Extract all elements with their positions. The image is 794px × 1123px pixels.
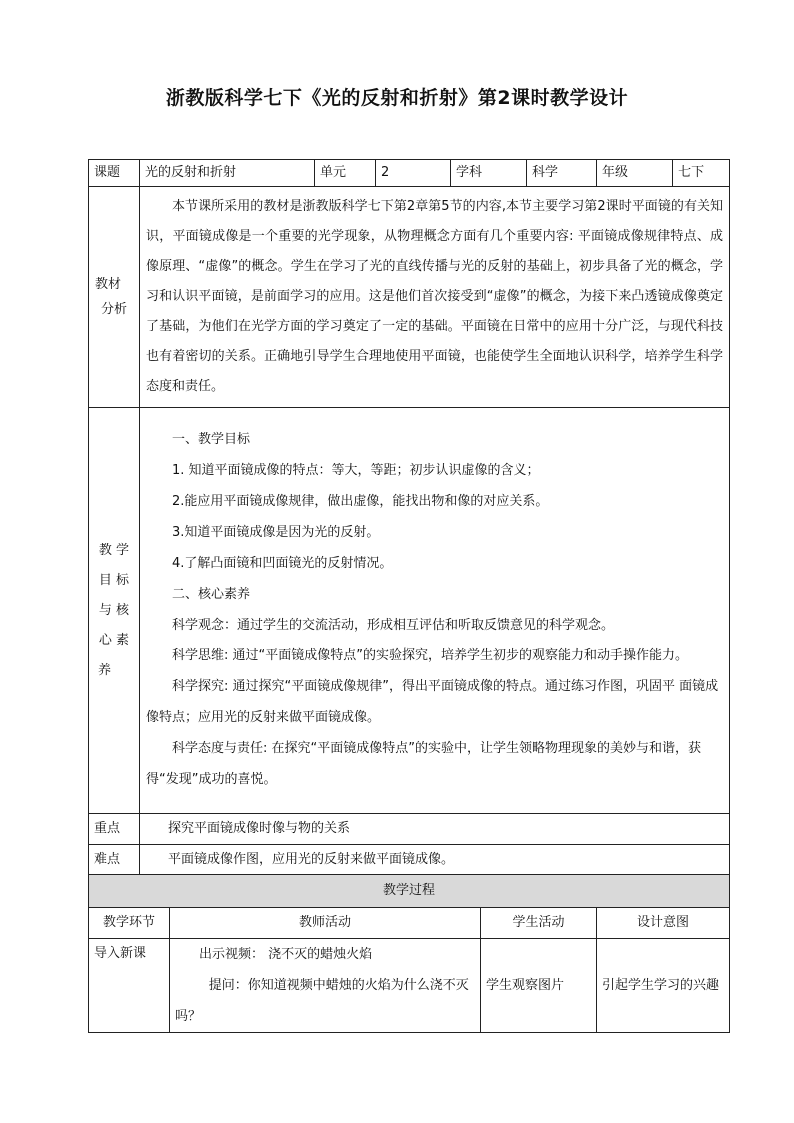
col-intent-header: 设计意图 — [597, 908, 730, 939]
difficulty-label: 难点 — [89, 845, 140, 875]
intro-student: 学生观察图片 — [481, 939, 597, 1033]
key-point-label: 重点 — [89, 814, 140, 845]
col-student-header: 学生活动 — [481, 908, 597, 939]
col-teacher-header: 教师活动 — [170, 908, 481, 939]
process-band-row — [89, 875, 730, 908]
analysis-label — [89, 187, 140, 408]
subject-label: 学科 — [451, 160, 527, 187]
goals-label-line: 心 素 — [98, 632, 130, 648]
goal-item: 1. 知道平面镜成像的特点：等大，等距；初步认识虚像的含义； — [172, 462, 540, 478]
unit-label: 单元 — [315, 160, 376, 187]
goals-label-line: 养 — [98, 662, 112, 678]
difficulty-text: 平面镜成像作图，应用光的反射来做平面镜成像。 — [140, 845, 730, 875]
topic-label: 课题 — [89, 160, 140, 187]
key-point-row — [89, 814, 730, 845]
intro-teacher-line: 提问：你知道视频中蜡烛的火焰为什么浇不灭吗？ — [175, 978, 469, 1024]
subject-value: 科学 — [527, 160, 597, 187]
col-stage-header: 教学环节 — [89, 908, 170, 939]
literacy-item: 科学观念：通过学生的交流活动，形成相互评估和听取反馈意见的科学观念。 — [172, 617, 615, 633]
literacy-item: 科学探究: 通过探究“平面镜成像规律”，得出平面镜成像的特点。通过练习作图，巩固平 面镜成像特点；应用光的反射来做平面镜成像。 — [146, 679, 719, 726]
intro-intent: 引起学生学习的兴趣 — [597, 939, 730, 1033]
goals-label-line: 与 核 — [98, 602, 130, 618]
goal-item: 2.能应用平面镜成像规律，做出虚像，能找出物和像的对应关系。 — [172, 493, 549, 509]
goals-row — [89, 408, 730, 814]
goal-item: 3.知道平面镜成像是因为光的反射。 — [172, 524, 380, 540]
grade-label: 年级 — [597, 160, 673, 187]
analysis-label-line2: 分析 — [101, 302, 128, 317]
literacy-heading: 二、核心素养 — [172, 586, 251, 602]
goal-item: 4.了解凸面镜和凹面镜光的反射情况。 — [172, 555, 393, 571]
goals-label-line: 目 标 — [98, 572, 130, 588]
intro-teacher — [170, 939, 481, 1033]
goals-content — [140, 408, 730, 814]
goals-heading: 一、教学目标 — [172, 432, 251, 448]
document-title: 浙教版科学七下《光的反射和折射》第2课时教学设计 — [165, 87, 629, 109]
intro-teacher-line: 出示视频： 浇不灭的蜡烛火焰 — [199, 947, 373, 962]
lesson-plan-table — [88, 159, 730, 1033]
literacy-item: 科学态度与责任: 在探究“平面镜成像特点”的实验中，让学生领略物理现象的美妙与和谐，获得“发现”成功的喜悦。 — [146, 741, 701, 788]
grade-value: 七下 — [673, 160, 730, 187]
unit-value: 2 — [376, 160, 451, 187]
process-row-intro — [89, 939, 730, 1033]
goals-label-line: 教 学 — [98, 542, 130, 558]
key-point-text: 探究平面镜成像时像与物的关系 — [140, 814, 730, 845]
process-band: 教学过程 — [89, 875, 730, 908]
header-row — [89, 160, 730, 187]
analysis-label-line1: 教材 — [95, 277, 122, 292]
analysis-text: 本节课所采用的教材是浙教版科学七下第2章第5节的内容,本节主要学习第2课时平面镜的有关知识，平面镜成像是一个重要的光学现象，从物理概念方面有几个重要内容: 平面镜成像规律特点、成像原理、“虚像”的概念。学生在学习了光的直线传播与光的反射的基础上，初步具备了光的概念，学习和认识平面镜，是前面学习的应用。这是他们首次接受到“虚像”的概念，为接下来凸透镜成像奠定了基础，为他们在光学方面的学习奠定了一定的基础。平面镜在日常中的应用十分广泛，与现代科技也有着密切的关系。正确地引导学生合理地使用平面镜，也能使学生全面地认识科学，培养学生科学态度和责任。 — [140, 187, 730, 408]
literacy-item: 科学思维: 通过“平面镜成像特点”的实验探究，培养学生初步的观察能力和动手操作能力。 — [172, 648, 688, 664]
difficulty-row — [89, 845, 730, 875]
intro-stage: 导入新课 — [89, 939, 170, 1033]
analysis-row — [89, 187, 730, 408]
process-header-row — [89, 908, 730, 939]
topic-value: 光的反射和折射 — [140, 160, 315, 187]
goals-label — [89, 408, 140, 814]
